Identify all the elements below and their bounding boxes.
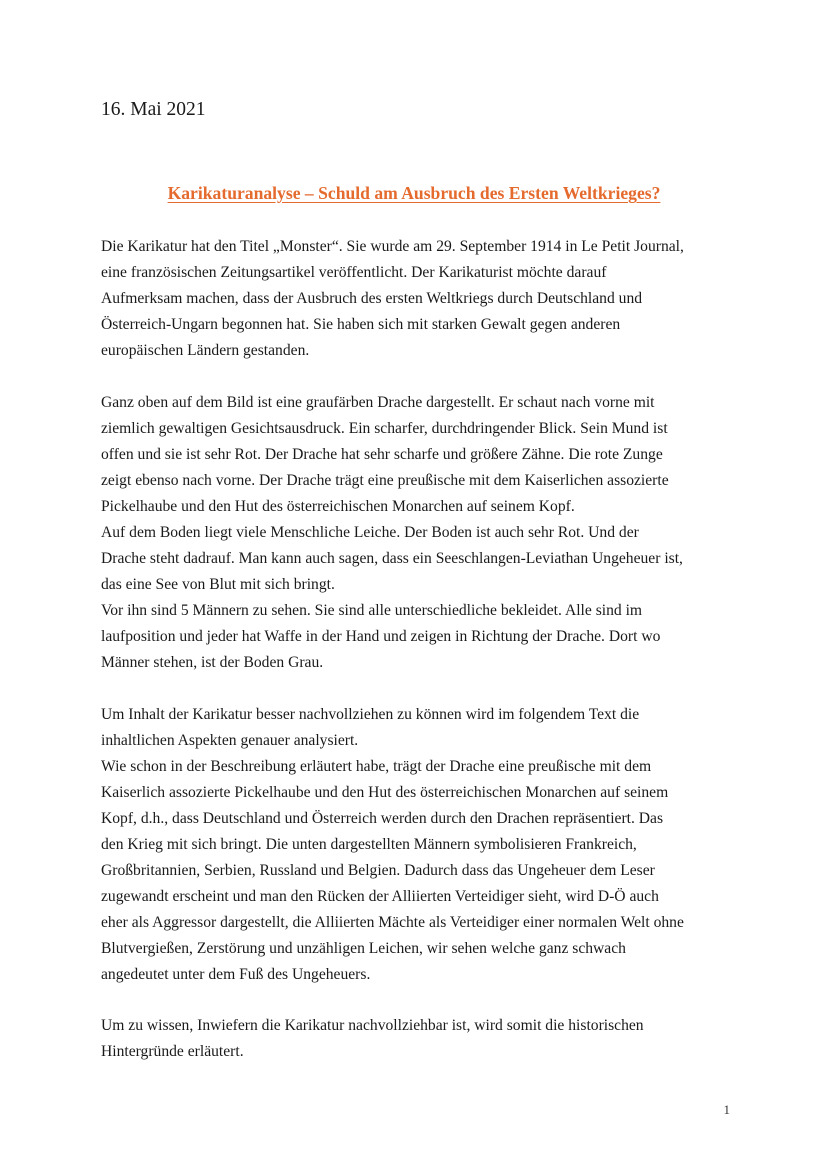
document-date: 16. Mai 2021 [101,99,206,120]
text-line: Pickelhaube und den Hut des österreichischen Monarchen auf seinem Kopf. [101,498,575,515]
text-line: offen und sie ist sehr Rot. Der Drache hat sehr scharfe und größere Zähne. Die rote Zunge [101,446,663,463]
text-line: das eine See von Blut mit sich bringt. [101,576,335,593]
text-line: Um zu wissen, Inwiefern die Karikatur nachvollziehbar ist, wird somit die historischen [101,1017,644,1034]
text-line: zugewandt erscheint und man den Rücken der Alliierten Verteidiger sieht, wird D-Ö auch [101,888,659,905]
text-line: angedeutet unter dem Fuß des Ungeheuers. [101,966,371,983]
text-line: inhaltlichen Aspekten genauer analysiert. [101,732,359,749]
document-title: Karikaturanalyse – Schuld am Ausbruch des Ersten Weltkrieges? [167,183,661,203]
text-line: Ganz oben auf dem Bild ist eine graufärben Drache dargestellt. Er schaut nach vorne mit [101,394,655,411]
text-line: Großbritannien, Serbien, Russland und Belgien. Dadurch dass das Ungeheuer dem Leser [101,862,655,879]
text-line: Blutvergießen, Zerstörung und unzähligen Leichen, wir sehen welche ganz schwach [101,940,626,957]
text-line: Kopf, d.h., dass Deutschland und Österreich werden durch den Drachen repräsentiert. Das [101,810,664,827]
text-line: Kaiserlich assozierte Pickelhaube und den Hut des österreichischen Monarchen auf seinem [101,784,669,801]
text-line: Männer stehen, ist der Boden Grau. [101,654,324,671]
text-line: Wie schon in der Beschreibung erläutert habe, trägt der Drache eine preußische mit dem [101,758,652,775]
text-line: Vor ihn sind 5 Männern zu sehen. Sie sind alle unterschiedliche bekleidet. Alle sind im [101,602,643,619]
text-line: Drache steht dadrauf. Man kann auch sagen, dass ein Seeschlangen-Leviathan Ungeheuer ist, [101,550,683,567]
text-line: europäischen Ländern gestanden. [101,342,310,359]
text-line: den Krieg mit sich bringt. Die unten dargestellten Männern symbolisieren Frankreich, [101,836,637,853]
paragraph-analysis [101,702,741,988]
text-line: eher als Aggressor dargestellt, die Alliierten Mächte als Verteidiger einer normalen Welt ohne [101,914,684,931]
text-line: laufposition und jeder hat Waffe in der Hand und zeigen in Richtung der Drache. Dort wo [101,628,661,645]
text-line: eine französischen Zeitungsartikel veröffentlicht. Der Karikaturist möchte darauf [101,264,607,281]
paragraph-transition [101,1013,741,1065]
paragraph-introduction [101,234,741,364]
text-line: zeigt ebenso nach vorne. Der Drache trägt eine preußische mit dem Kaiserlichen assozierte [101,472,669,489]
paragraph-description [101,390,741,676]
text-line: Auf dem Boden liegt viele Menschliche Leiche. Der Boden ist auch sehr Rot. Und der [101,524,639,541]
text-line: Österreich-Ungarn begonnen hat. Sie haben sich mit starken Gewalt gegen anderen [101,316,621,333]
text-line: Aufmerksam machen, dass der Ausbruch des ersten Weltkriegs durch Deutschland und [101,290,643,307]
text-line: Um Inhalt der Karikatur besser nachvollziehen zu können wird im folgendem Text die [101,706,640,723]
text-line: Die Karikatur hat den Titel „Monster“. Sie wurde am 29. September 1914 in Le Petit Journal, [101,238,684,255]
text-line: ziemlich gewaltigen Gesichtsausdruck. Ein scharfer, durchdringender Blick. Sein Mund ist [101,420,668,437]
text-line: Hintergründe erläutert. [101,1043,244,1060]
page-number: 1 [723,1102,730,1117]
